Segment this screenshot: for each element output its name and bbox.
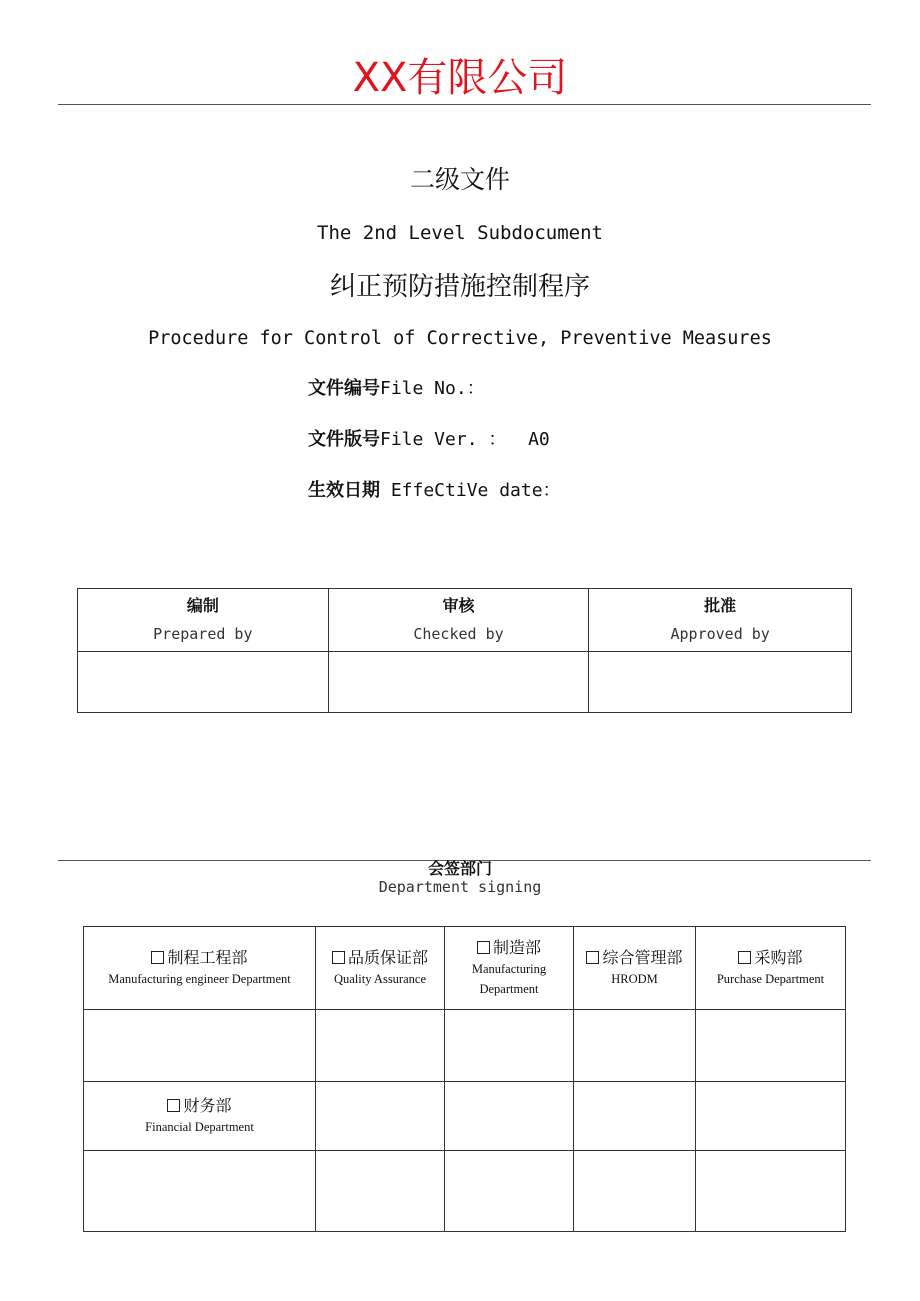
dept-label-cn: 采购部 [754, 948, 803, 967]
empty-cell [574, 1082, 696, 1151]
signature-cell[interactable] [574, 1010, 696, 1082]
company-name: XX有限公司 [352, 55, 568, 101]
signoff-checked-en: Checked by [413, 625, 504, 643]
signoff-prepared-en: Prepared by [153, 625, 253, 643]
department-signing-title-en: Department signing [378, 878, 542, 896]
dept-label-en: Quality Assurance [334, 972, 426, 986]
department-signing-title-cn: 会签部门 [427, 859, 492, 878]
dept-manufacturing [445, 927, 574, 1010]
file-version-value [506, 429, 549, 450]
document-level-cn: 二级文件 [409, 165, 510, 194]
dept-quality-assurance [316, 927, 445, 1010]
signature-cell[interactable] [445, 1010, 574, 1082]
signature-cell[interactable] [445, 1151, 574, 1232]
dept-label-en: Financial Department [145, 1120, 254, 1134]
department-signature-row [84, 1010, 846, 1082]
department-signing-table [83, 926, 846, 1232]
dept-label-cn: 综合管理部 [602, 948, 683, 967]
checkbox-icon[interactable] [167, 1099, 180, 1112]
file-version-label-cn: 文件版号 [308, 429, 380, 450]
dept-label-en: HRODM [611, 972, 658, 986]
procedure-title-cn: 纠正预防措施控制程序 [329, 272, 590, 302]
dept-label-en: Manufacturing Department [471, 962, 547, 996]
signature-cell[interactable] [696, 1151, 846, 1232]
department-header-row [84, 927, 846, 1010]
document-level-en: The 2nd Level Subdocument [317, 222, 603, 244]
file-number-label-cn: 文件编号 [308, 378, 380, 399]
effective-date-label-en: EffeCtiVe date： [380, 480, 561, 501]
signoff-approved-en: Approved by [670, 625, 770, 643]
signature-cell[interactable] [696, 1010, 846, 1082]
department-signature-row [84, 1151, 846, 1232]
signoff-approved-cn: 批准 [704, 596, 737, 615]
effective-date-label-cn: 生效日期 [308, 480, 380, 501]
signature-cell[interactable] [316, 1010, 445, 1082]
file-version-label-en: File Ver. ： [380, 429, 507, 450]
file-number-label-en: File No.： [380, 378, 485, 399]
dept-label-cn: 制程工程部 [167, 948, 248, 967]
file-version-row [308, 427, 550, 453]
signature-cell[interactable] [316, 1151, 445, 1232]
dept-financial [84, 1082, 316, 1151]
dept-label-en: Purchase Department [716, 972, 825, 986]
signoff-header-checked [328, 589, 589, 652]
procedure-title-en: Procedure for Control of Corrective, Preventive Measures [148, 328, 772, 349]
department-header-row [84, 1082, 846, 1151]
dept-label-en: Manufacturing engineer Department [108, 972, 291, 986]
file-number-row [308, 376, 485, 402]
empty-cell [316, 1082, 445, 1151]
signoff-checked-cn: 审核 [442, 596, 475, 615]
dept-manufacturing-engineer [84, 927, 316, 1010]
signoff-signature-row [78, 652, 852, 713]
signoff-table [77, 588, 852, 713]
empty-cell [445, 1082, 574, 1151]
dept-label-cn: 财务部 [183, 1096, 232, 1115]
empty-cell [696, 1082, 846, 1151]
checkbox-icon[interactable] [477, 941, 490, 954]
signoff-approved-cell[interactable] [589, 652, 852, 713]
dept-purchase [696, 927, 846, 1010]
signoff-prepared-cell[interactable] [78, 652, 329, 713]
file-version-text: A0 [528, 429, 550, 450]
signoff-header-row [78, 589, 852, 652]
signoff-header-approved [589, 589, 852, 652]
checkbox-icon[interactable] [151, 951, 164, 964]
signoff-header-prepared [78, 589, 329, 652]
dept-label-cn: 制造部 [492, 938, 541, 957]
signoff-prepared-cn: 编制 [186, 596, 219, 615]
dept-hrodm [574, 927, 696, 1010]
checkbox-icon[interactable] [332, 951, 345, 964]
header-divider [58, 104, 871, 105]
signature-cell[interactable] [84, 1151, 316, 1232]
checkbox-icon[interactable] [586, 951, 599, 964]
checkbox-icon[interactable] [738, 951, 751, 964]
signature-cell[interactable] [84, 1010, 316, 1082]
signature-cell[interactable] [574, 1151, 696, 1232]
signoff-checked-cell[interactable] [328, 652, 589, 713]
dept-label-cn: 品质保证部 [347, 948, 428, 967]
effective-date-row [308, 478, 561, 504]
